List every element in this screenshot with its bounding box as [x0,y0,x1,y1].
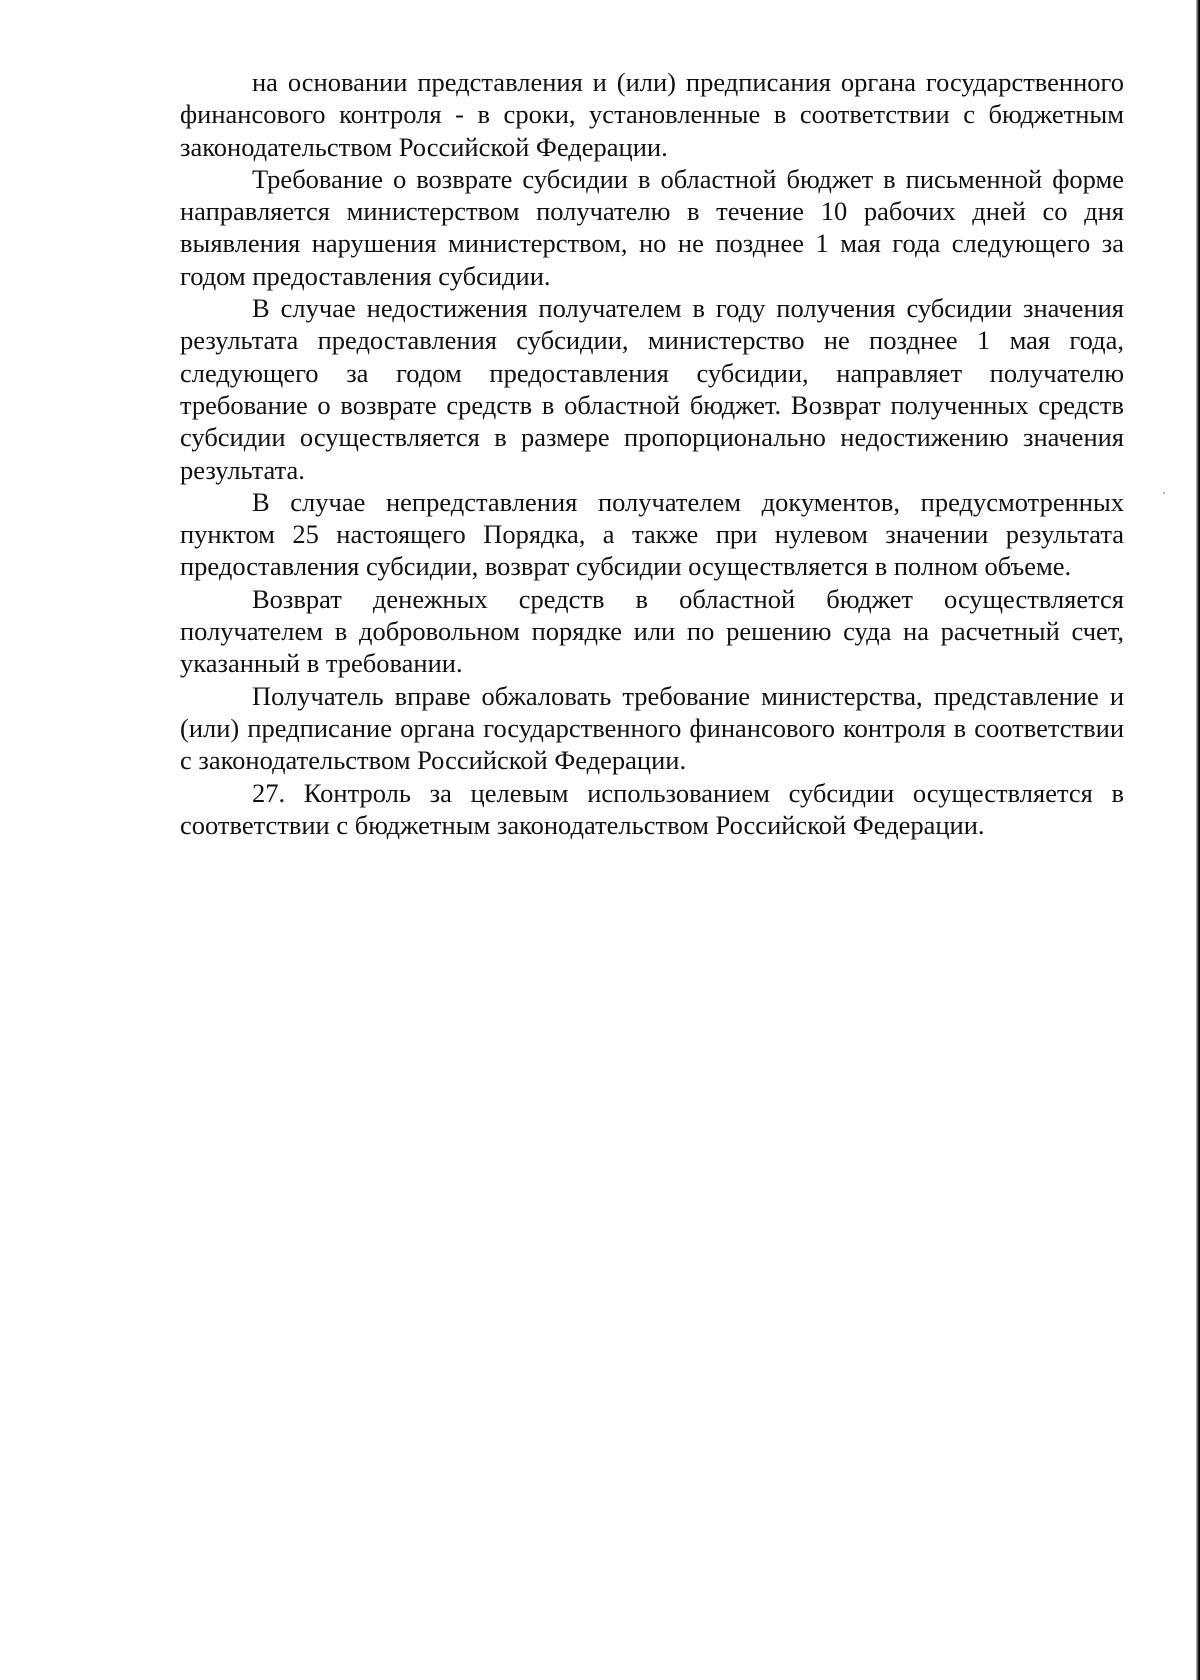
scan-edge-border [1196,0,1200,1680]
scan-speck [1163,492,1165,494]
document-body [180,66,1124,841]
paragraph-6: Получатель вправе обжаловать требование министерства, представление и (или) предписание органа государственного финансового контроля в соответствии с законодательством Российской Федерации. [180,680,1124,776]
paragraph-5: Возврат денежных средств в областной бюджет осуществляется получателем в добровольном порядке или по решению суда на расчетный счет, указанный в требовании. [180,583,1124,679]
paragraph-7: 27. Контроль за целевым использованием субсидии осуществляется в соответствии с бюджетным законодательством Российской Федерации. [180,777,1124,840]
paragraph-3: В случае недостижения получателем в году получения субсидии значения результата предоставления субсидии, министерство не позднее 1 мая года, следующего за годом предоставления субсидии, направляет получателю требование о возврате средств в областной бюджет. Возврат полученных средств субсидии осуществляется в размере пропорционально недостижению значения результата. [180,293,1124,485]
paragraph-2: Требование о возврате субсидии в областной бюджет в письменной форме направляется министерством получателю в течение 10 рабочих дней со дня выявления нарушения министерством, но не позднее 1 мая года следующего за годом предоставления субсидии. [180,163,1124,291]
paragraph-4: В случае непредставления получателем документов, предусмотренных пунктом 25 настоящего Порядка, а также при нулевом значении результата предоставления субсидии, возврат субсидии осуществляется в полном объеме. [180,486,1124,582]
paragraph-1: на основании представления и (или) предписания органа государственного финансового контроля - в сроки, установленные в соответствии с бюджетным законодательством Российской Федерации. [180,67,1124,162]
